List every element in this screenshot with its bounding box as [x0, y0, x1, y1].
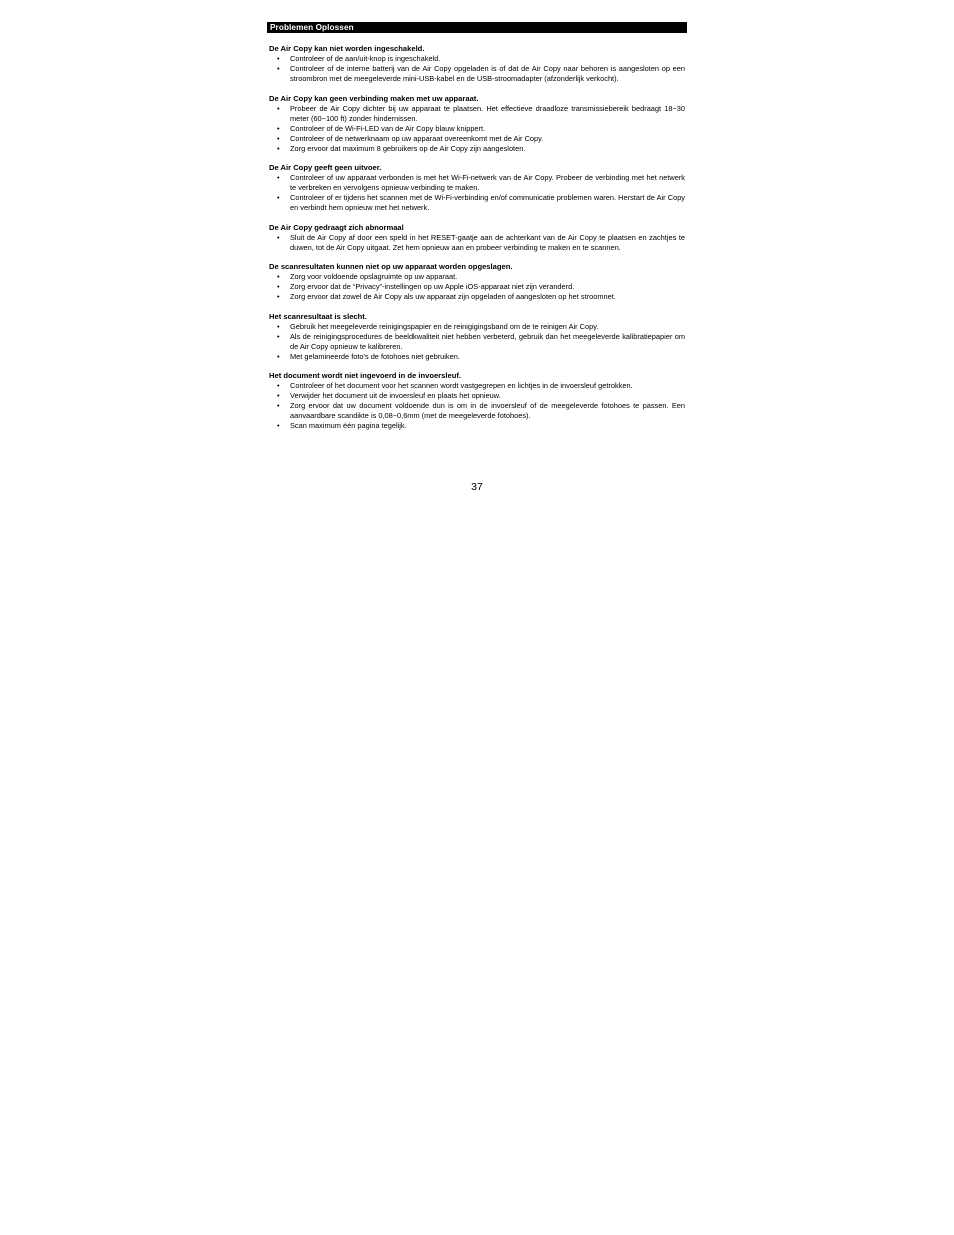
- bullet-icon: •: [277, 321, 280, 331]
- tip-item: [269, 173, 685, 193]
- issue-block: [269, 312, 685, 362]
- bullet-icon: •: [277, 193, 280, 202]
- tip-item: [269, 124, 685, 134]
- tip-item: [269, 352, 685, 362]
- tip-text: Zorg ervoor dat zowel de Air Copy als uw apparaat zijn opgeladen of aangesloten op het stroomnet.: [290, 292, 616, 301]
- page-number: 37: [471, 481, 483, 493]
- issues-list: [267, 44, 687, 431]
- tip-item: [269, 332, 685, 352]
- troubleshooting-page: [267, 22, 687, 441]
- bullet-icon: •: [277, 282, 280, 291]
- tip-text: Controleer of het document voor het scannen wordt vastgegrepen en lichtjes in de invoersleuf getrokken.: [290, 381, 633, 390]
- bullet-icon: •: [277, 123, 280, 133]
- issue-title: De Air Copy kan geen verbinding maken met uw apparaat.: [269, 93, 479, 103]
- bullet-icon: •: [277, 391, 280, 400]
- tip-item: [269, 391, 685, 401]
- tip-text: Controleer of de netwerknaam op uw apparaat overeenkomt met de Air Copy.: [290, 133, 544, 143]
- tips-list: [269, 54, 685, 84]
- tip-text: Zorg ervoor dat uw document voldoende dun is om in de invoersleuf of de meegeleverde fotohoes te passen. Een aanvaardbare scandikte is 0,08~0,6mm (met de meegeleverde fotohoes).: [290, 401, 685, 420]
- tip-text: Gebruik het meegeleverde reinigingspapier en de reinigigingsband om de te reinigen Air Copy.: [290, 321, 599, 331]
- tip-item: [269, 193, 685, 213]
- tip-text: Verwijder het document uit de invoersleuf en plaats het opnieuw.: [290, 391, 501, 400]
- tip-text: Als de reinigingsprocedures de beeldkwaliteit niet hebben verbeterd, gebruik dan het meegeleverde kalibratiepapier om de Air Copy opnieuw te kalibreren.: [290, 331, 685, 351]
- bullet-icon: •: [277, 133, 280, 143]
- bullet-icon: •: [277, 103, 280, 113]
- tip-text: Controleer of uw apparaat verbonden is met het Wi-Fi-netwerk van de Air Copy. Probeer de verbinding met het netwerk te verbreken en vervolgens opnieuw verbinding te maken.: [290, 173, 685, 192]
- bullet-icon: •: [277, 292, 280, 301]
- issue-block: [269, 223, 685, 253]
- tip-item: [269, 421, 685, 431]
- tip-item: [269, 144, 685, 154]
- issue-title: Het document wordt niet ingevoerd in de invoersleuf.: [269, 371, 461, 380]
- tip-item: [269, 134, 685, 144]
- tip-item: [269, 54, 685, 64]
- tip-item: [269, 64, 685, 84]
- tip-text: Zorg voor voldoende opslagruimte op uw apparaat.: [290, 272, 458, 281]
- tip-item: [269, 322, 685, 332]
- tip-item: [269, 381, 685, 391]
- tip-text: Scan maximum één pagina tegelijk.: [290, 421, 407, 430]
- issue-block: [269, 94, 685, 154]
- tip-item: [269, 272, 685, 282]
- issue-block: [269, 371, 685, 431]
- tip-item: [269, 401, 685, 421]
- tip-item: [269, 233, 685, 253]
- bullet-icon: •: [277, 331, 280, 341]
- bullet-icon: •: [277, 421, 280, 430]
- bullet-icon: •: [277, 381, 280, 390]
- tip-text: Controleer of de aan/uit-knop is ingeschakeld.: [290, 54, 441, 63]
- tips-list: [269, 173, 685, 213]
- tips-list: [269, 322, 685, 362]
- tip-text: Probeer de Air Copy dichter bij uw apparaat te plaatsen. Het effectieve draadloze transmissiebereik bedraagt 18~30 meter (60~100 ft) zonder hindernissen.: [290, 103, 685, 123]
- issue-title: Het scanresultaat is slecht.: [269, 311, 367, 321]
- bullet-icon: •: [277, 54, 280, 63]
- bullet-icon: •: [277, 64, 280, 73]
- issue-title: De Air Copy geeft geen uitvoer.: [269, 163, 382, 172]
- tips-list: [269, 272, 685, 302]
- section-title: Problemen Oplossen: [267, 22, 687, 33]
- tip-text: Zorg ervoor dat de “Privacy”-instellingen op uw Apple iOS-apparaat niet zijn veranderd.: [290, 282, 575, 291]
- bullet-icon: •: [277, 232, 280, 242]
- bullet-icon: •: [277, 401, 280, 410]
- issue-block: [269, 163, 685, 213]
- tip-text: Controleer of de Wi-Fi-LED van de Air Copy blauw knippert.: [290, 123, 486, 133]
- tips-list: [269, 381, 685, 431]
- tip-text: Met gelamineerde foto's de fotohoes niet gebruiken.: [290, 351, 460, 361]
- tip-text: Controleer of de interne batterij van de Air Copy opgeladen is of dat de Air Copy naar behoren is aangesloten op een stroombron met de meegeleverde mini-USB-kabel en de USB-stroomadapter (afzonderlijk verkocht).: [290, 64, 685, 83]
- issue-title: De scanresultaten kunnen niet op uw apparaat worden opgeslagen.: [269, 262, 513, 271]
- issue-title: De Air Copy gedraagt zich abnormaal: [269, 222, 404, 232]
- bullet-icon: •: [277, 143, 280, 153]
- issue-block: [269, 262, 685, 302]
- bullet-icon: •: [277, 351, 280, 361]
- issue-title: De Air Copy kan niet worden ingeschakeld.: [269, 44, 425, 53]
- bullet-icon: •: [277, 173, 280, 182]
- issue-block: [269, 44, 685, 84]
- bullet-icon: •: [277, 272, 280, 281]
- tips-list: [269, 104, 685, 154]
- tip-item: [269, 282, 685, 292]
- tip-text: Controleer of er tijdens het scannen met de Wi-Fi-verbinding en/of communicatie problemen waren. Herstart de Air Copy en verbindt hem opnieuw met het netwerk.: [290, 193, 685, 212]
- tip-item: [269, 104, 685, 124]
- tip-text: Sluit de Air Copy af door een speld in het RESET-gaatje aan de achterkant van de Air Copy te plaatsen en zachtjes te duwen, tot de Air Copy uitgaat. Zet hem opnieuw aan en probeer verbinding te maken en te scannen.: [290, 232, 685, 252]
- tips-list: [269, 233, 685, 253]
- tip-item: [269, 292, 685, 302]
- tip-text: Zorg ervoor dat maximum 8 gebruikers op de Air Copy zijn aangesloten.: [290, 143, 526, 153]
